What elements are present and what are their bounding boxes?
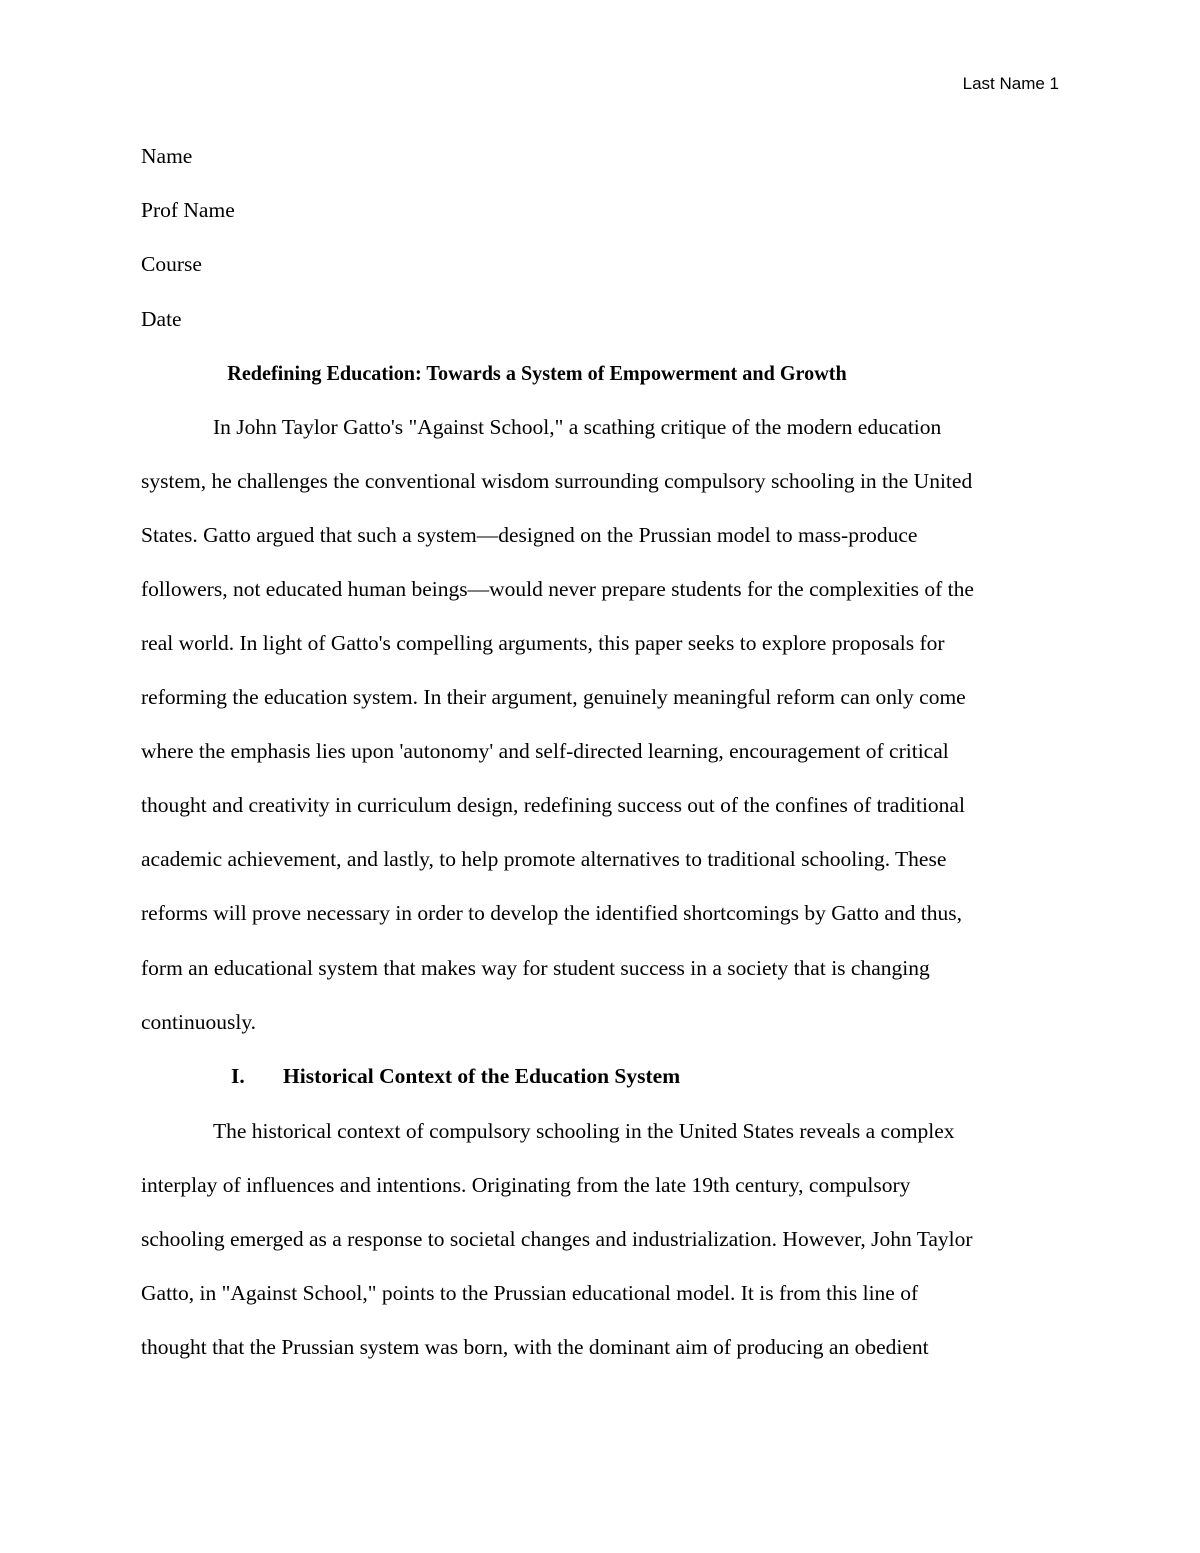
intro-line: where the emphasis lies upon 'autonomy' and self-directed learning, encouragement of critical [141, 739, 949, 763]
intro-line: States. Gatto argued that such a system—designed on the Prussian model to mass-produce [141, 523, 918, 547]
intro-line: real world. In light of Gatto's compelling arguments, this paper seeks to explore proposals for [141, 631, 945, 655]
section-line: interplay of influences and intentions. Originating from the late 19th century, compulsory [141, 1173, 911, 1197]
intro-line: continuously. [141, 1010, 257, 1034]
intro-line: reforming the education system. In their argument, genuinely meaningful reform can only come [141, 685, 966, 709]
intro-line: In John Taylor Gatto's "Against School," a scathing critique of the modern education [213, 415, 942, 439]
student-name: Name [141, 144, 193, 168]
section-heading: Historical Context of the Education System [283, 1064, 681, 1088]
intro-line: followers, not educated human beings—would never prepare students for the complexities of the [141, 577, 974, 601]
course-name: Course [141, 252, 202, 276]
professor-name: Prof Name [141, 198, 235, 222]
intro-line: academic achievement, and lastly, to help promote alternatives to traditional schooling. These [141, 847, 947, 871]
intro-line: reforms will prove necessary in order to develop the identified shortcomings by Gatto and thus, [141, 901, 962, 925]
section-line: thought that the Prussian system was born, with the dominant aim of producing an obedient [141, 1335, 929, 1359]
intro-line: form an educational system that makes way for student success in a society that is changing [141, 956, 930, 980]
running-head: Last Name 1 [962, 74, 1059, 93]
paper-title: Redefining Education: Towards a System of Empowerment and Growth [227, 361, 847, 385]
section-line: Gatto, in "Against School," points to the Prussian educational model. It is from this line of [141, 1281, 919, 1305]
date: Date [141, 307, 182, 331]
section-number: I. [231, 1064, 245, 1088]
intro-line: thought and creativity in curriculum design, redefining success out of the confines of traditional [141, 793, 965, 817]
section-line: The historical context of compulsory schooling in the United States reveals a complex [213, 1119, 955, 1143]
section-line: schooling emerged as a response to societal changes and industrialization. However, John Taylor [141, 1227, 973, 1251]
intro-line: system, he challenges the conventional wisdom surrounding compulsory schooling in the United [141, 469, 973, 493]
